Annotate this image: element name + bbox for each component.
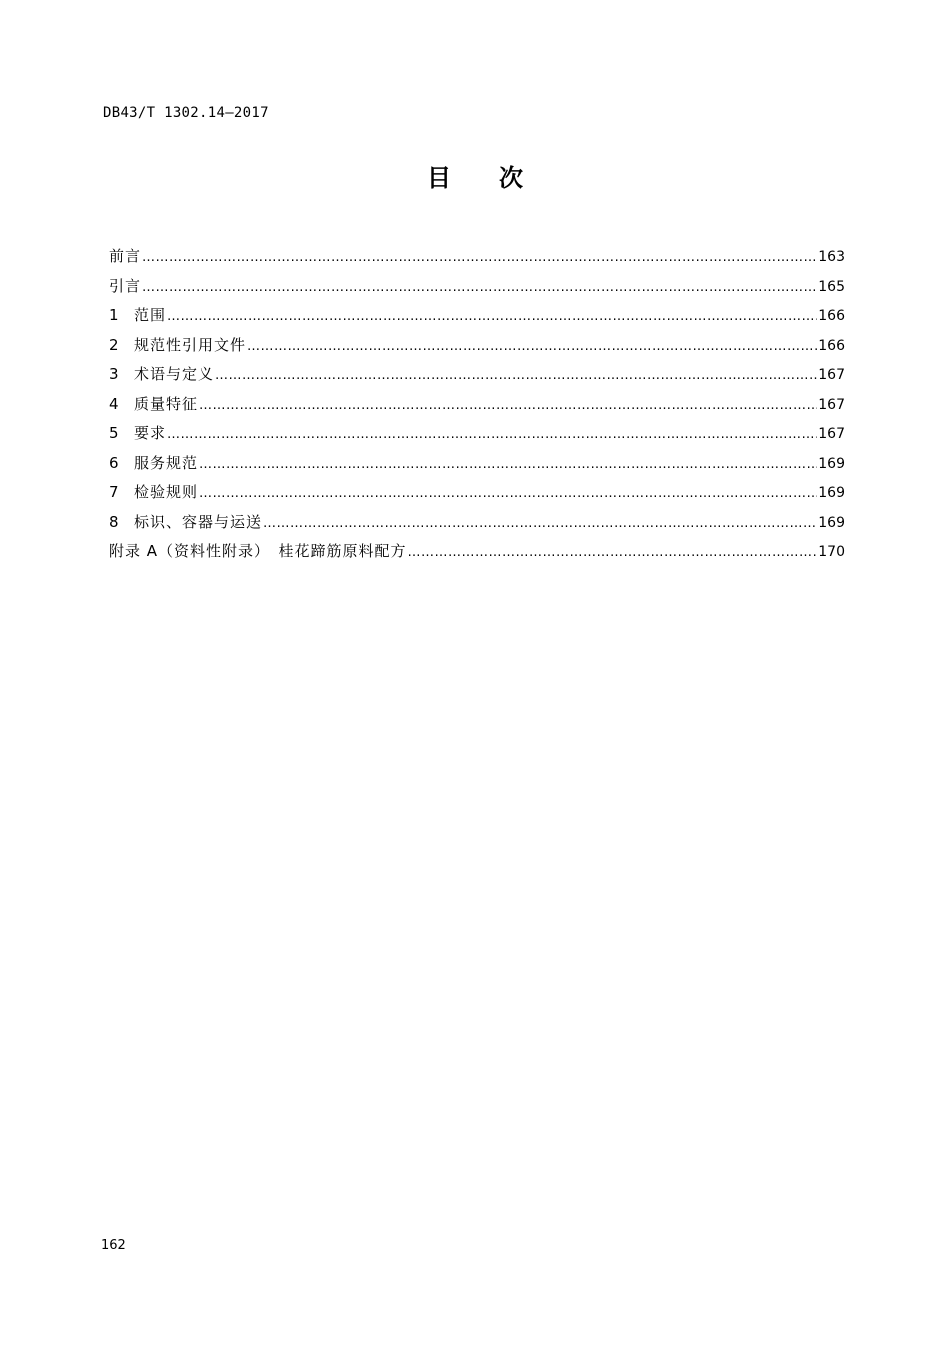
toc-entry-page: 169 — [818, 514, 845, 531]
toc-leader-dots — [142, 243, 817, 273]
toc-entry-page: 163 — [818, 249, 845, 265]
toc-title-char-1: 目 — [427, 164, 451, 192]
toc-entry-number: 6 — [109, 453, 119, 472]
toc-entry-normative-references[interactable] — [109, 331, 845, 361]
toc-leader-dots — [263, 509, 817, 539]
toc-title — [0, 158, 950, 193]
toc-entry-label: 要求 — [134, 424, 167, 442]
toc-entry-label: 服务规范 — [134, 453, 199, 472]
toc-leader-dots — [167, 420, 817, 450]
toc-entry-number: 7 — [109, 483, 119, 501]
toc-entry-page: 167 — [818, 367, 845, 383]
toc-entry-service-specification[interactable] — [109, 449, 845, 479]
toc-title-char-2: 次 — [499, 164, 523, 192]
toc-leader-dots — [408, 538, 818, 568]
toc-entry-label: 范围 — [134, 306, 167, 324]
toc-entry-page: 169 — [818, 485, 845, 501]
toc-entry-label: 前言 — [109, 247, 142, 265]
toc-entry-labeling-containers-transport[interactable] — [109, 508, 845, 538]
toc-entry-page: 166 — [818, 308, 845, 324]
toc-entry-page: 165 — [818, 278, 845, 295]
toc-leader-dots — [199, 391, 817, 421]
toc-entry-foreword[interactable] — [109, 242, 845, 272]
toc-entry-quality-characteristics[interactable] — [109, 390, 845, 420]
toc-entry-inspection-rules[interactable] — [109, 478, 845, 508]
table-of-contents — [109, 242, 845, 567]
toc-entry-label: 附录 A（资料性附录） 桂花蹄筋原料配方 — [109, 542, 407, 560]
toc-entry-page: 170 — [818, 544, 845, 560]
toc-entry-page: 167 — [818, 396, 845, 413]
page-number: 162 — [101, 1238, 126, 1253]
toc-entry-label: 标识、容器与运送 — [134, 512, 263, 531]
toc-entry-label: 术语与定义 — [134, 365, 215, 383]
toc-leader-dots — [142, 273, 817, 303]
toc-entry-label: 检验规则 — [134, 483, 199, 501]
toc-entry-page: 167 — [818, 426, 845, 442]
toc-entry-label: 引言 — [109, 276, 142, 295]
toc-entry-number: 5 — [109, 424, 119, 442]
toc-entry-number: 2 — [109, 335, 119, 354]
toc-leader-dots — [215, 361, 817, 391]
toc-entry-label: 质量特征 — [134, 394, 199, 413]
toc-entry-number: 8 — [109, 512, 119, 531]
toc-entry-number: 3 — [109, 365, 119, 383]
toc-entry-appendix-a[interactable] — [109, 537, 845, 567]
toc-entry-number: 1 — [109, 306, 119, 324]
standard-code: DB43/T 1302.14—2017 — [103, 105, 269, 121]
toc-leader-dots — [247, 332, 817, 362]
toc-entry-page: 166 — [818, 337, 845, 354]
toc-leader-dots — [199, 450, 817, 480]
toc-entry-terms-definitions[interactable] — [109, 360, 845, 390]
toc-entry-number: 4 — [109, 394, 119, 413]
toc-leader-dots — [167, 302, 817, 332]
toc-entry-introduction[interactable] — [109, 272, 845, 302]
toc-entry-page: 169 — [818, 455, 845, 472]
toc-entry-requirements[interactable] — [109, 419, 845, 449]
toc-leader-dots — [199, 479, 817, 509]
toc-entry-label: 规范性引用文件 — [134, 335, 247, 354]
toc-entry-scope[interactable] — [109, 301, 845, 331]
